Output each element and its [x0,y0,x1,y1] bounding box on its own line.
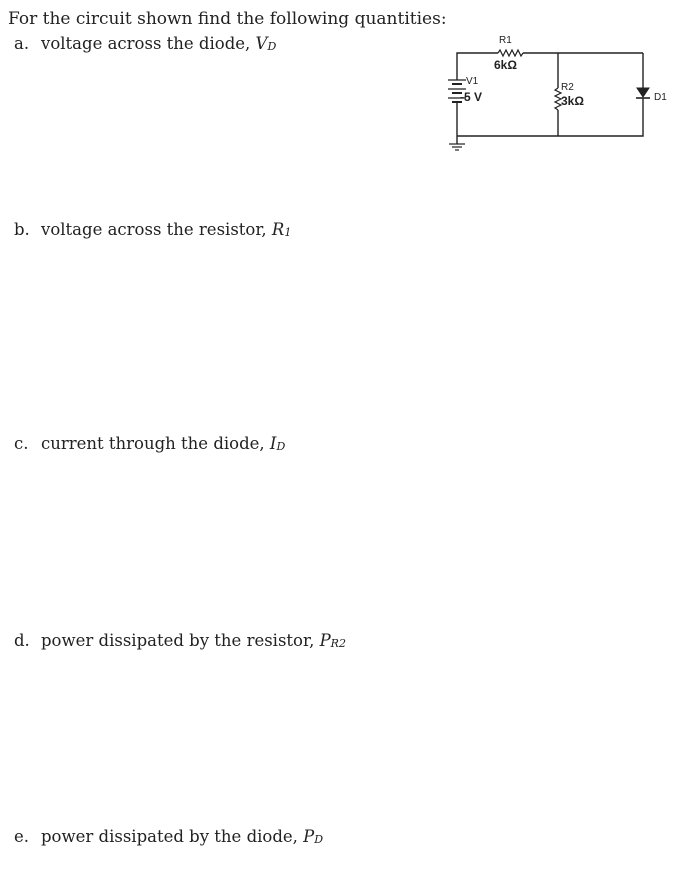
question-text: power dissipated by the diode, [41,827,304,846]
circuit-diagram [0,0,687,160]
r1-name-label: R1 [499,35,512,46]
question-letter: b. [14,220,30,239]
question-variable: V [255,34,268,53]
v1-name-label: V1 [466,76,479,87]
question-letter: c. [14,434,29,453]
question-letter: d. [14,631,30,650]
question-b [14,219,291,244]
question-variable: R [271,220,285,239]
question-variable: I [269,434,277,453]
r2-value-label: 3kΩ [561,94,584,108]
r1-resistor-symbol [498,50,523,56]
question-c [14,433,285,458]
question-subscript: D [314,833,324,846]
question-text: voltage across the diode, [41,34,256,53]
d1-name-label: D1 [654,92,667,103]
r1-value-label: 6kΩ [494,58,517,72]
question-subscript: D [267,40,277,53]
question-variable: P [319,631,331,650]
diode-symbol [636,88,650,98]
question-e [14,826,323,851]
question-d [14,630,346,655]
r2-name-label: R2 [561,82,574,93]
problem-intro: For the circuit shown find the following quantities: [8,9,447,29]
question-subscript: 1 [284,226,292,239]
question-subscript: R2 [330,637,346,650]
ground-symbol [449,144,465,150]
v1-value-label: -5 V [460,90,483,104]
question-letter: a. [14,34,30,53]
question-variable: P [303,827,315,846]
question-subscript: D [276,440,286,453]
circuit-wires [457,53,643,144]
question-text: voltage across the resistor, [41,220,272,239]
question-letter: e. [14,827,30,846]
question-text: power dissipated by the resistor, [41,631,320,650]
question-text: current through the diode, [41,434,270,453]
